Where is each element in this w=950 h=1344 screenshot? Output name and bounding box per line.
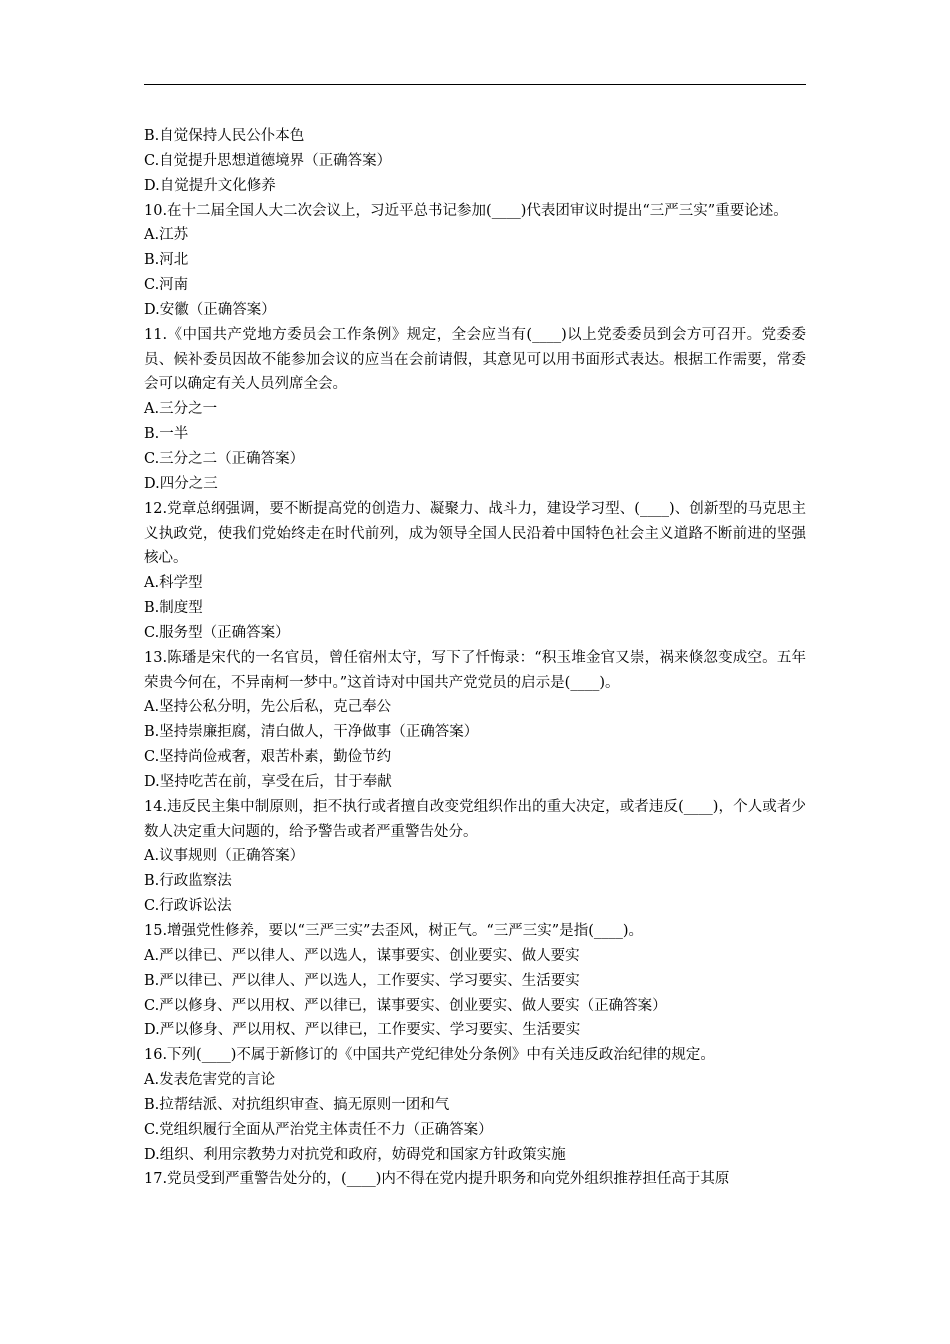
option-line: C.河南 <box>144 277 189 294</box>
option-line: B.拉帮结派、对抗组织审查、搞无原则一团和气 <box>144 1096 450 1113</box>
option-line: C.三分之二（正确答案） <box>144 450 305 467</box>
option-line: B.坚持崇廉拒腐，清白做人，干净做事（正确答案） <box>144 724 479 741</box>
option-line: C.坚持尚俭戒奢，艰苦朴素，勤俭节约 <box>144 749 392 766</box>
option-line: C.严以修身、严以用权、严以律已，谋事要实、创业要实、做人要实（正确答案） <box>144 997 667 1014</box>
option-line: A.江苏 <box>144 227 189 244</box>
option-line: D.坚持吃苦在前，享受在后，甘于奉献 <box>144 773 392 790</box>
option-line: A.议事规则（正确答案） <box>144 848 305 865</box>
option-line: C.党组织履行全面从严治党主体责任不力（正确答案） <box>144 1121 493 1138</box>
option-line: C.自觉提升思想道德境界（正确答案） <box>144 152 392 169</box>
option-line: C.行政诉讼法 <box>144 898 232 915</box>
document-body <box>144 124 806 1192</box>
option-line: D.严以修身、严以用权、严以律已，工作要实、学习要实、生活要实 <box>144 1022 581 1039</box>
question-15: 15.增强党性修养，要以“三严三实”去歪风，树正气。“三严三实”是指(____)。 <box>144 923 644 939</box>
option-line: D.组织、利用宗教势力对抗党和政府，妨碍党和国家方针政策实施 <box>144 1146 566 1163</box>
option-line: A.严以律已、严以律人、严以选人，谋事要实、创业要实、做人要实 <box>144 947 580 964</box>
option-line: A.坚持公私分明，先公后私，克己奉公 <box>144 699 392 716</box>
option-line: B.严以律已、严以律人、严以选人，工作要实、学习要实、生活要实 <box>144 972 580 989</box>
option-line: C.服务型（正确答案） <box>144 624 290 641</box>
question-11: 11.《中国共产党地方委员会工作条例》规定，全会应当有(____)以上党委委员到会方可召开。党委委员、候补委员因故不能参加会议的应当在会前请假，其意见可以用书面形式表达。根据工作需要，常委会可以确定有关人员列席全会。 <box>144 326 806 393</box>
option-line: B.河北 <box>144 252 189 269</box>
question-16: 16.下列(____)不属于新修订的《中国共产党纪律处分条例》中有关违反政治纪律的规定。 <box>144 1047 715 1064</box>
option-line: B.制度型 <box>144 600 203 617</box>
option-line: D.安徽（正确答案） <box>144 301 276 318</box>
question-14: 14.违反民主集中制原则，拒不执行或者擅自改变党组织作出的重大决定，或者违反(____)，个人或者少数人决定重大问题的，给予警告或者严重警告处分。 <box>144 798 806 840</box>
option-line: A.三分之一 <box>144 401 218 418</box>
option-line: B.行政监察法 <box>144 873 232 890</box>
option-line: D.自觉提升文化修养 <box>144 177 276 194</box>
option-line: A.科学型 <box>144 575 203 592</box>
option-line: D.四分之三 <box>144 475 218 492</box>
option-line: A.发表危害党的言论 <box>144 1072 276 1089</box>
option-line: B.自觉保持人民公仆本色 <box>144 128 305 144</box>
question-10: 10.在十二届全国人大二次会议上，习近平总书记参加(____)代表团审议时提出“三严三实”重要论述。 <box>144 202 788 219</box>
header-rule <box>144 84 806 85</box>
option-line: B.一半 <box>144 426 189 443</box>
question-12: 12.党章总纲强调，要不断提高党的创造力、凝聚力、战斗力，建设学习型、(____)、创新型的马克思主义执政党，使我们党始终走在时代前列，成为领导全国人民沿着中国特色社会主义道路不断前进的坚强核心。 <box>144 500 806 567</box>
question-13: 13.陈璠是宋代的一名官员，曾任宿州太守，写下了忏悔录：“积玉堆金官又崇，祸来倏忽变成空。五年荣贵今何在，不异南柯一梦中。”这首诗对中国共产党党员的启示是(____)。 <box>144 649 806 691</box>
question-17: 17.党员受到严重警告处分的，(____)内不得在党内提升职务和向党外组织推荐担任高于其原 <box>144 1171 730 1188</box>
